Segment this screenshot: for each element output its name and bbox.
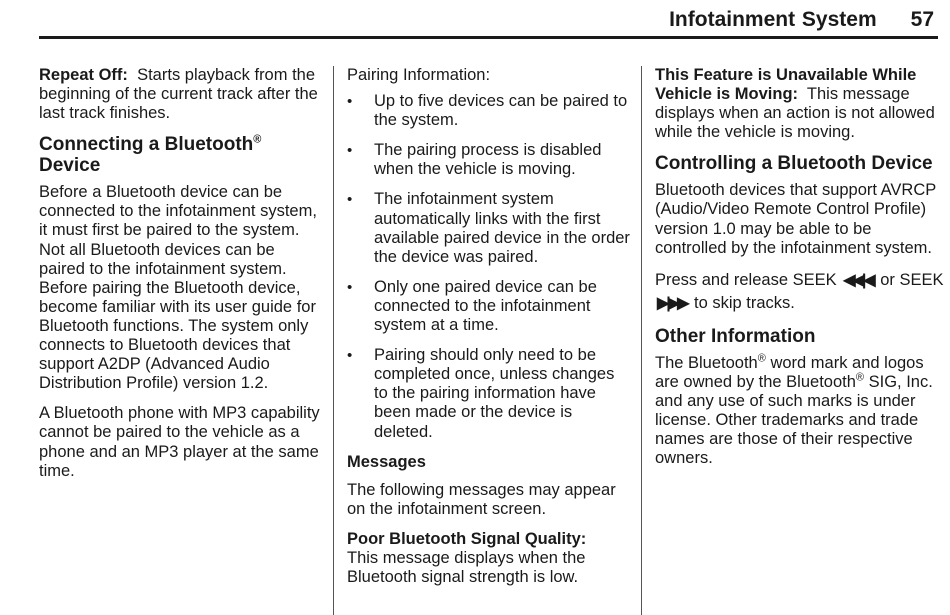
section-title: Infotainment System (669, 8, 877, 31)
poor-signal-text: This message displays when the Bluetooth signal strength is low. (347, 548, 586, 587)
repeat-off-term: Repeat Off: (39, 66, 128, 84)
seek-text-after: to skip tracks. (693, 293, 795, 312)
connecting-bluetooth-heading (39, 134, 324, 176)
other-information-heading: Other Information (655, 325, 816, 347)
pairing-information-intro: Pairing Information: (347, 66, 491, 84)
list-item (347, 92, 631, 130)
repeat-off-paragraph (39, 66, 324, 123)
page-number: 57 (910, 8, 934, 31)
list-item-text: Up to five devices can be paired to the system. (374, 92, 628, 130)
page-header (669, 8, 934, 32)
column-left (39, 66, 324, 492)
seek-text-before: Press and release SEEK (655, 270, 837, 289)
list-item (347, 190, 631, 266)
bullet-icon: • (347, 347, 353, 365)
registered-mark: ® (855, 371, 865, 384)
mp3-phone-paragraph: A Bluetooth phone with MP3 capability cannot be paired to the vehicle as a phone and an MP3 player at the same time. (39, 404, 320, 480)
pairing-bullet-list (347, 92, 631, 442)
registered-mark: ® (757, 352, 766, 365)
trademark-text-3: SIG, Inc. and any use of such marks is under license. Other trademarks and trade names are those of their respective owners. (655, 372, 933, 468)
seek-next-icon: ▶|▶▶ (657, 294, 687, 312)
column-middle (347, 66, 631, 598)
column-divider (333, 66, 334, 615)
unavailable-term: This Feature is Unavailable While Vehicle is Moving: (655, 66, 917, 104)
pairing-requirement-paragraph: Before a Bluetooth device can be connected to the infotainment system, it must first be paired to the system. Not all Bluetooth devices can be paired to the infotainment system. Before pairing the Bluetooth device, become familiar with its user guide for Bluetooth functions. The system only connects to Bluetooth devices that support A2DP (Advanced Audio Distribution Profile) version 1.2. (39, 183, 317, 393)
unavailable-text: This message displays when an action is not allowed while the vehicle is moving. (655, 85, 935, 142)
trademark-text-1: The Bluetooth (655, 353, 758, 372)
list-item (347, 346, 631, 441)
poor-signal-term: Poor Bluetooth Signal Quality: (347, 529, 587, 548)
list-item (347, 141, 631, 179)
column-divider (641, 66, 642, 615)
list-item-text: The infotainment system automatically links with the first available paired device in the order the device was paired. (374, 190, 630, 266)
bullet-icon: • (347, 93, 353, 111)
poor-signal-paragraph (347, 530, 631, 587)
repeat-off-text: Starts playback from the beginning of the current track after the last track finishes. (39, 66, 318, 123)
column-right (655, 66, 945, 479)
list-item-text: The pairing process is disabled when the vehicle is moving. (374, 141, 602, 179)
list-item-text: Pairing should only need to be completed once, unless changes to the pairing information have been made or the device is deleted. (374, 346, 615, 441)
messages-heading: Messages (347, 452, 426, 471)
list-item (347, 278, 631, 335)
trademark-text-2: word mark and logos are owned by the Bluetooth (655, 353, 924, 391)
messages-paragraph: The following messages may appear on the infotainment screen. (347, 480, 616, 518)
connecting-heading-text: Connecting a Bluetooth (39, 134, 254, 156)
bullet-icon: • (347, 191, 353, 209)
list-item-text: Only one paired device can be connected to the infotainment system at a time. (374, 277, 597, 335)
unavailable-paragraph (655, 66, 945, 142)
header-rule (39, 36, 938, 39)
seek-text-middle: or SEEK (880, 270, 944, 289)
avrcp-paragraph: Bluetooth devices that support AVRCP (Audio/Video Remote Control Profile) version 1.0 may be able to be controlled by the infotainment system. (655, 181, 936, 257)
seek-paragraph (655, 269, 945, 315)
trademark-paragraph (655, 354, 945, 469)
registered-mark: ® (253, 133, 262, 146)
connecting-heading-text2: Device (39, 155, 101, 177)
bullet-icon: • (347, 142, 353, 160)
seek-previous-icon: ◀◀|◀ (843, 271, 873, 289)
bullet-icon: • (347, 278, 353, 296)
controlling-bluetooth-heading: Controlling a Bluetooth Device (655, 153, 933, 175)
